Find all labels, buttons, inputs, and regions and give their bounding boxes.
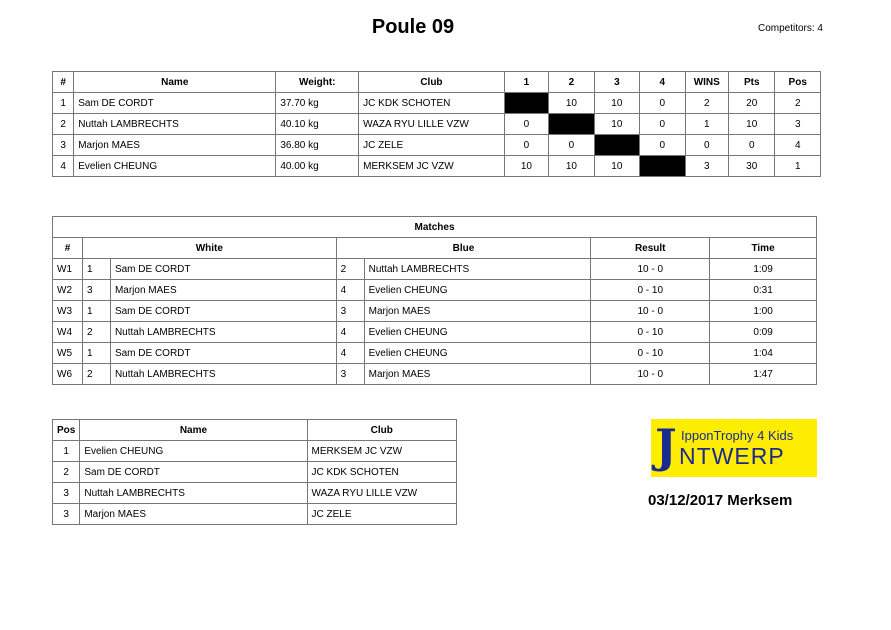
ranking-row (53, 483, 457, 504)
poule-col-2: 2 (549, 72, 594, 93)
poule-score-3: 10 (594, 156, 639, 177)
poule-col-1: 1 (504, 72, 548, 93)
poule-pos: 2 (775, 93, 821, 114)
match-blue-name: Nuttah LAMBRECHTS (364, 259, 591, 280)
match-white-name: Nuttah LAMBRECHTS (110, 364, 336, 385)
poule-num: 1 (53, 93, 74, 114)
poule-score-1: 10 (504, 156, 548, 177)
match-blue-name: Marjon MAES (364, 364, 591, 385)
poule-col-name: Name (74, 72, 276, 93)
poule-score-2: 0 (549, 135, 594, 156)
match-row (53, 259, 817, 280)
matches-col-result: Result (591, 238, 710, 259)
match-id: W1 (53, 259, 83, 280)
ranking-header-row (53, 420, 457, 441)
match-blue-name: Evelien CHEUNG (364, 343, 591, 364)
poule-score-blocked (504, 93, 548, 114)
poule-pts: 0 (728, 135, 774, 156)
poule-pts: 20 (728, 93, 774, 114)
poule-row (53, 135, 821, 156)
match-white-num: 2 (82, 322, 110, 343)
poule-row (53, 114, 821, 135)
poule-weight: 36.80 kg (276, 135, 359, 156)
match-white-name: Marjon MAES (110, 280, 336, 301)
poule-name: Evelien CHEUNG (74, 156, 276, 177)
match-id: W4 (53, 322, 83, 343)
ranking-pos: 1 (53, 441, 80, 462)
ranking-club: JC KDK SCHOTEN (307, 462, 456, 483)
poule-col-3: 3 (594, 72, 639, 93)
poule-pts: 30 (728, 156, 774, 177)
ranking-col-club: Club (307, 420, 456, 441)
matches-col-num: # (53, 238, 83, 259)
poule-col-num: # (53, 72, 74, 93)
match-blue-num: 4 (336, 280, 364, 301)
poule-wins: 1 (685, 114, 728, 135)
poule-col-weight: Weight: (276, 72, 359, 93)
ranking-club: MERKSEM JC VZW (307, 441, 456, 462)
ranking-row (53, 504, 457, 525)
poule-score-4: 0 (640, 114, 685, 135)
match-id: W6 (53, 364, 83, 385)
match-white-name: Sam DE CORDT (110, 259, 336, 280)
poule-col-pos: Pos (775, 72, 821, 93)
poule-score-1: 0 (504, 135, 548, 156)
poule-weight: 40.10 kg (276, 114, 359, 135)
match-white-name: Nuttah LAMBRECHTS (110, 322, 336, 343)
matches-col-blue: Blue (336, 238, 591, 259)
poule-score-blocked (594, 135, 639, 156)
match-row (53, 280, 817, 301)
page-title: Poule 09 (371, 16, 455, 38)
poule-score-blocked (549, 114, 594, 135)
poule-num: 4 (53, 156, 74, 177)
ranking-name: Evelien CHEUNG (80, 441, 307, 462)
poule-score-2: 10 (549, 156, 594, 177)
ranking-row (53, 441, 457, 462)
poule-col-wins: WINS (685, 72, 728, 93)
matches-title: Matches (53, 217, 817, 238)
ranking-pos: 3 (53, 504, 80, 525)
poule-name: Sam DE CORDT (74, 93, 276, 114)
poule-score-1: 0 (504, 114, 548, 135)
ranking-name: Marjon MAES (80, 504, 307, 525)
event-date: 03/12/2017 Merksem (648, 492, 793, 509)
poule-row (53, 156, 821, 177)
match-blue-num: 4 (336, 343, 364, 364)
match-white-name: Sam DE CORDT (110, 343, 336, 364)
poule-club: JC KDK SCHOTEN (359, 93, 505, 114)
match-blue-num: 3 (336, 364, 364, 385)
poule-col-4: 4 (640, 72, 685, 93)
match-blue-name: Evelien CHEUNG (364, 280, 591, 301)
poule-col-pts: Pts (728, 72, 774, 93)
match-id: W2 (53, 280, 83, 301)
poule-row (53, 93, 821, 114)
poule-pts: 10 (728, 114, 774, 135)
match-white-num: 1 (82, 301, 110, 322)
match-blue-name: Evelien CHEUNG (364, 322, 591, 343)
match-result: 0 - 10 (591, 322, 710, 343)
match-id: W5 (53, 343, 83, 364)
match-id: W3 (53, 301, 83, 322)
match-white-num: 1 (82, 259, 110, 280)
poule-pos: 3 (775, 114, 821, 135)
match-result: 0 - 10 (591, 343, 710, 364)
poule-wins: 2 (685, 93, 728, 114)
match-time: 1:09 (710, 259, 817, 280)
match-time: 1:47 (710, 364, 817, 385)
poule-score-3: 10 (594, 93, 639, 114)
logo-line-2: NTWERP (679, 443, 785, 469)
logo-line-1: IpponTrophy 4 Kids (681, 428, 794, 443)
match-row (53, 322, 817, 343)
poule-col-club: Club (359, 72, 505, 93)
match-white-name: Sam DE CORDT (110, 301, 336, 322)
poule-club: MERKSEM JC VZW (359, 156, 505, 177)
poule-score-blocked (640, 156, 685, 177)
match-time: 1:04 (710, 343, 817, 364)
ranking-row (53, 462, 457, 483)
match-result: 10 - 0 (591, 259, 710, 280)
poule-score-3: 10 (594, 114, 639, 135)
match-time: 0:31 (710, 280, 817, 301)
match-row (53, 301, 817, 322)
match-row (53, 343, 817, 364)
poule-num: 3 (53, 135, 74, 156)
match-result: 10 - 0 (591, 364, 710, 385)
match-blue-num: 4 (336, 322, 364, 343)
poule-name: Nuttah LAMBRECHTS (74, 114, 276, 135)
match-blue-num: 2 (336, 259, 364, 280)
ranking-col-pos: Pos (53, 420, 80, 441)
matches-col-white: White (82, 238, 336, 259)
match-white-num: 3 (82, 280, 110, 301)
match-blue-num: 3 (336, 301, 364, 322)
ranking-table (52, 419, 457, 525)
poule-table (52, 71, 821, 177)
match-time: 1:00 (710, 301, 817, 322)
poule-score-4: 0 (640, 93, 685, 114)
ranking-pos: 2 (53, 462, 80, 483)
poule-header-row (53, 72, 821, 93)
match-result: 10 - 0 (591, 301, 710, 322)
ranking-col-name: Name (80, 420, 307, 441)
poule-pos: 1 (775, 156, 821, 177)
match-result: 0 - 10 (591, 280, 710, 301)
ranking-pos: 3 (53, 483, 80, 504)
poule-club: JC ZELE (359, 135, 505, 156)
poule-name: Marjon MAES (74, 135, 276, 156)
ippon-trophy-logo (651, 419, 817, 477)
competitors-count: Competitors: 4 (757, 23, 823, 34)
ranking-name: Sam DE CORDT (80, 462, 307, 483)
poule-weight: 37.70 kg (276, 93, 359, 114)
matches-table (52, 216, 817, 385)
poule-score-4: 0 (640, 135, 685, 156)
poule-weight: 40.00 kg (276, 156, 359, 177)
match-blue-name: Marjon MAES (364, 301, 591, 322)
matches-header-row (53, 238, 817, 259)
ranking-club: WAZA RYU LILLE VZW (307, 483, 456, 504)
ranking-name: Nuttah LAMBRECHTS (80, 483, 307, 504)
match-white-num: 2 (82, 364, 110, 385)
logo-letter: J (655, 419, 677, 473)
match-white-num: 1 (82, 343, 110, 364)
match-row (53, 364, 817, 385)
poule-wins: 3 (685, 156, 728, 177)
poule-score-2: 10 (549, 93, 594, 114)
poule-club: WAZA RYU LILLE VZW (359, 114, 505, 135)
ranking-club: JC ZELE (307, 504, 456, 525)
match-time: 0:09 (710, 322, 817, 343)
matches-col-time: Time (710, 238, 817, 259)
poule-wins: 0 (685, 135, 728, 156)
poule-num: 2 (53, 114, 74, 135)
poule-pos: 4 (775, 135, 821, 156)
